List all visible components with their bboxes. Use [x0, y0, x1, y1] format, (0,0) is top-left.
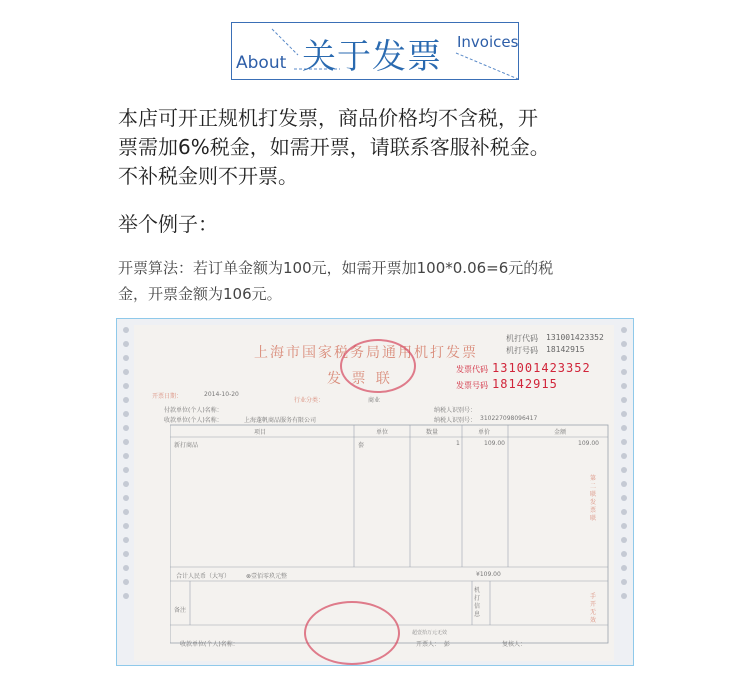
col-amount: 金额 [554, 429, 567, 436]
invoice-image [116, 318, 634, 666]
intro-line: 票需加6%税金，如需开票，请联系客服补税金。 [118, 135, 550, 159]
payee-label: 收款单位(个人)名称： [164, 417, 223, 424]
total-cn-label: 合计人民币（大写） [176, 573, 231, 580]
issuer: 彭 [444, 641, 451, 648]
row-unit: 套 [358, 442, 365, 449]
invoice-table-grid [170, 417, 610, 645]
date-label: 开票日期： [152, 393, 183, 400]
invoice-paper [134, 325, 614, 661]
total-num: ¥109.00 [476, 571, 501, 578]
tractor-holes-right [619, 319, 629, 665]
row-price: 109.00 [484, 440, 505, 447]
payee-taxid-label: 纳税人识别号： [434, 417, 477, 424]
tax-seal-stamp [340, 339, 416, 393]
invoice-title: 上海市国家税务局通用机打发票 [254, 345, 478, 361]
machine-no-label: 机打号码 [506, 346, 538, 355]
section-header [231, 22, 519, 80]
reviewer-label: 复核人： [502, 641, 527, 648]
remark-label: 备注 [174, 607, 187, 614]
example-body [118, 255, 638, 307]
payer-label: 付款单位(个人)名称： [164, 407, 223, 414]
payer-taxid-label: 纳税人识别号： [434, 407, 477, 414]
example-line: 开票算法：若订单金额为100元，如需开票加100*0.06=6元的税 [118, 259, 554, 277]
payee-person-label: 收款单位(个人)名称： [180, 641, 239, 648]
machine-code: 131001423352 [546, 333, 604, 342]
intro-paragraph [118, 104, 638, 191]
example-line: 金，开票金额为106元。 [118, 285, 282, 303]
void-note: 超壹拾万元无效 [412, 630, 448, 636]
example-title: 举个例子： [118, 212, 218, 236]
invoice-code: 131001423352 [492, 361, 591, 375]
header-title: 关于发票 [302, 37, 442, 77]
invoice-no: 18142915 [492, 377, 558, 391]
row-amount: 109.00 [578, 440, 599, 447]
col-unit: 单位 [376, 429, 389, 436]
side-note-handwritten-invalid: 手开无效 [590, 593, 597, 624]
payee-taxid: 310227098096417 [480, 415, 538, 422]
company-invoice-stamp [304, 601, 400, 665]
issuer-label: 开票人： [416, 641, 441, 648]
industry-label: 行业分类： [294, 397, 325, 404]
row-qty: 1 [456, 440, 460, 447]
payee-name: 上海蓬帆商品服务有限公司 [244, 417, 317, 424]
intro-line: 本店可开正规机打发票，商品价格均不含税，开 [118, 106, 538, 130]
industry: 商业 [368, 397, 381, 404]
invoice-code-label: 发票代码 [456, 365, 488, 374]
machine-print-label: 机打信息 [474, 587, 481, 618]
header-about-label: About [236, 53, 287, 73]
col-price: 单价 [478, 429, 491, 436]
total-cn: ⊗壹佰零玖元整 [246, 573, 288, 580]
machine-code-label: 机打代码 [506, 334, 538, 343]
col-item: 项目 [254, 429, 267, 436]
header-invoices-label: Invoices [457, 33, 519, 51]
tractor-holes-left [121, 319, 131, 665]
col-qty: 数量 [426, 429, 439, 436]
invoice-date: 2014-10-20 [204, 391, 239, 398]
invoice-subtitle: 发 票 联 [327, 371, 393, 387]
intro-line: 不补税金则不开票。 [118, 164, 298, 188]
machine-no: 18142915 [546, 345, 585, 354]
row-item: 新打商品 [174, 442, 199, 449]
side-note-copy: 第二联 发票联 [590, 475, 597, 522]
invoice-no-label: 发票号码 [456, 381, 488, 390]
